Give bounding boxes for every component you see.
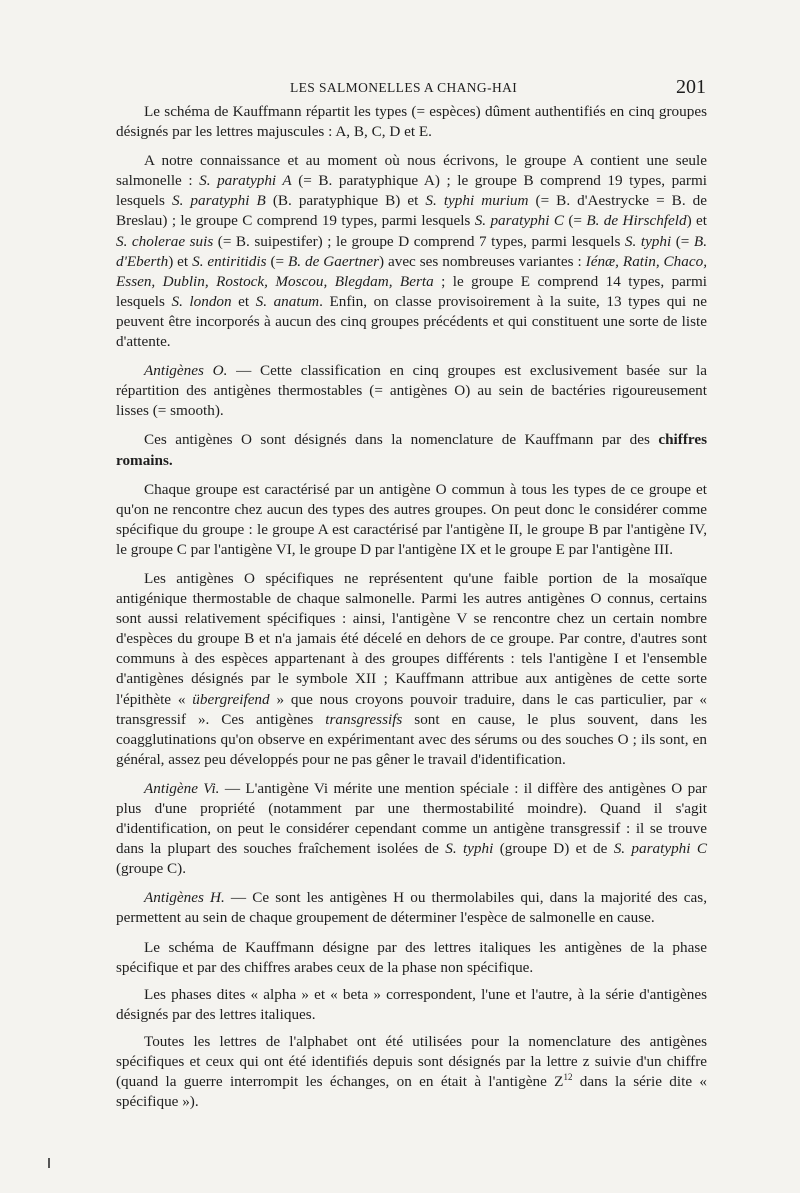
paragraph-phases: Le schéma de Kauffmann désigne par des lettres italiques les antigènes de la phase spécifique et par des chiffres arabes ceux de la phase non spécifique. bbox=[116, 938, 707, 976]
paragraph-alphabet bbox=[116, 1032, 707, 1112]
paragraph-antigens-h bbox=[116, 888, 707, 928]
text: (= B. d'Aestrycke = B. de Breslau) ; le groupe C comprend 19 types, parmi lesquels bbox=[116, 192, 707, 230]
species-name: S. paratyphi B bbox=[171, 192, 266, 210]
variant-list: Iénæ, Ratin, Chaco, Essen, Dublin, Rostock, Moscou, Blegdam, Berta bbox=[116, 252, 708, 290]
text: (groupe D) et de bbox=[493, 840, 614, 858]
paragraph-mosaic bbox=[116, 569, 707, 770]
text: — Ce sont les antigènes H ou thermolabiles qui, dans la majorité des cas, permettent au sein de chaque groupement de déterminer l'espèce de salmonelle en cause. bbox=[116, 889, 707, 927]
text: (= bbox=[266, 252, 289, 270]
text: . Enfin, on classe provisoirement à la suite, 13 types qui ne peuvent être incorporés à aucun des cinq groupes précédents et qui constituent une sorte de liste d'attente. bbox=[116, 292, 708, 351]
species-name: B. de Gaertner bbox=[288, 252, 379, 270]
page-number: 201 bbox=[676, 76, 706, 98]
species-name: S. london bbox=[171, 292, 232, 310]
species-name: S. typhi bbox=[445, 840, 494, 858]
text: (= bbox=[671, 232, 694, 250]
text: — L'antigène Vi mérite une mention spéciale : il diffère des antigènes O par plus d'une propriété (notamment par une thermostabilité moindre). Quand il s'agit d'identification, on peut le considérer cependant comme un antigène transgressif : il se trouve dans la plupart des souches fraîchement isolées de bbox=[116, 779, 707, 858]
text: ; le groupe E comprend 14 types, parmi lesquels bbox=[116, 272, 708, 310]
section-heading: Antigènes O. bbox=[144, 362, 228, 380]
text: (= B. suipestifer) ; le groupe D comprend 7 types, parmi lesquels bbox=[213, 232, 625, 250]
paragraph-alpha-beta: Les phases dites « alpha » et « beta » correspondent, l'une et l'autre, à la série d'antigènes désignés par des lettres italiques. bbox=[116, 985, 707, 1023]
emphasis: chiffres romains. bbox=[116, 431, 707, 469]
page-header bbox=[100, 76, 706, 102]
text: (= bbox=[564, 212, 587, 230]
paragraph-antigens-o bbox=[116, 361, 707, 421]
text: ) et bbox=[168, 252, 193, 270]
species-name: B. d'Eberth bbox=[116, 232, 707, 270]
term: übergreifend bbox=[192, 690, 270, 708]
paragraph-antigen-vi bbox=[116, 779, 707, 879]
species-name: S. paratyphi C bbox=[613, 840, 707, 858]
text: » que nous croyons pouvoir traduire, dans le cas particulier, par « transgressif ». Ces antigènes bbox=[116, 690, 707, 728]
species-name: S. anatum bbox=[255, 292, 320, 310]
section-heading: Antigène Vi. bbox=[144, 779, 220, 797]
running-title: LES SALMONELLES A CHANG-HAI bbox=[290, 80, 518, 95]
body-text bbox=[116, 102, 707, 1121]
text: Toutes les lettres de l'alphabet ont été utilisées pour la nomenclature des antigènes spécifiques et ceux qui ont été identifiés depuis sont désignés par la lettre z suivie d'un chiffre (quand la guerre interrompit les échanges, on en était à l'antigène Z bbox=[116, 1032, 707, 1091]
species-name: S. typhi murium bbox=[425, 192, 529, 210]
text: et bbox=[231, 292, 256, 310]
paragraph-group-antigens: Chaque groupe est caractérisé par un antigène O commun à tous les types de ce groupe et qu'on ne rencontre chez aucun des types des autres groupes. On peut donc le considérer comme spécifique du groupe : le groupe A est caractérisé par l'antigène II, le groupe B par l'antigène IV, le groupe C par l'antigène VI, le groupe D par l'antigène IX et le groupe E par l'antigène III. bbox=[116, 480, 707, 558]
text: (groupe C). bbox=[116, 860, 187, 878]
text: ) et bbox=[686, 212, 707, 230]
text: sont en cause, le plus souvent, dans les coagglutinations qu'on observe en expérimentant avec des sérums ou des souches O ; ils sont, en général, assez peu développés pour ne pas gêner le travail d'identification. bbox=[116, 710, 707, 768]
species-name: B. de Hirschfeld bbox=[586, 212, 687, 230]
superscript: 12 bbox=[563, 1072, 573, 1083]
text: (B. paratyphique B) et bbox=[265, 192, 426, 210]
species-name: S. paratyphi A bbox=[199, 172, 292, 190]
section-heading: Antigènes H. bbox=[144, 889, 225, 907]
species-name: S. paratyphi C bbox=[474, 212, 564, 230]
text: Ces antigènes O sont désignés dans la nomenclature de Kauffmann par des bbox=[144, 431, 659, 449]
species-name: S. typhi bbox=[624, 232, 672, 250]
margin-mark bbox=[48, 1158, 50, 1168]
term: transgressifs bbox=[325, 710, 403, 728]
text: ) avec ses nombreuses variantes : bbox=[378, 252, 586, 270]
text: dans la série dite « spécifique »). bbox=[116, 1073, 707, 1111]
species-name: S. entiritidis bbox=[192, 252, 267, 270]
species-name: S. cholerae suis bbox=[116, 232, 214, 250]
text: A notre connaissance et au moment où nous écrivons, le groupe A contient une seule salmonelle : bbox=[116, 152, 707, 190]
text: Les antigènes O spécifiques ne représentent qu'une faible portion de la mosaïque antigénique thermostable de chaque salmonelle. Parmi les autres antigènes O connus, certains sont aussi relativement spécifiques : ainsi, l'antigène V se rencontre chez un certain nombre d'espèces du groupe B et n'a jamais été décelé en dehors de ce groupe. Par contre, d'autres sont communs à des espèces appartenant à des groupes différents : tels l'antigène I et l'ensemble d'antigènes désignés par le symbole XII ; Kauffmann attribue aux antigènes de cette sorte l'épithète « bbox=[116, 569, 707, 708]
text: — Cette classification en cinq groupes est exclusivement basée sur la répartition des antigènes thermostables (= antigènes O) au sein de bactéries rigoureusement lisses (= smooth). bbox=[116, 362, 707, 420]
paragraph-groups-detail bbox=[116, 151, 707, 352]
paragraph-groups-intro: Le schéma de Kauffmann répartit les types (= espèces) dûment authentifiés en cinq groupes désignés par les lettres majuscules : A, B, C, D et E. bbox=[116, 103, 707, 141]
text: (= B. paratyphique A) ; le groupe B comprend 19 types, parmi lesquels bbox=[116, 172, 708, 210]
paragraph-roman-numerals bbox=[116, 430, 707, 470]
